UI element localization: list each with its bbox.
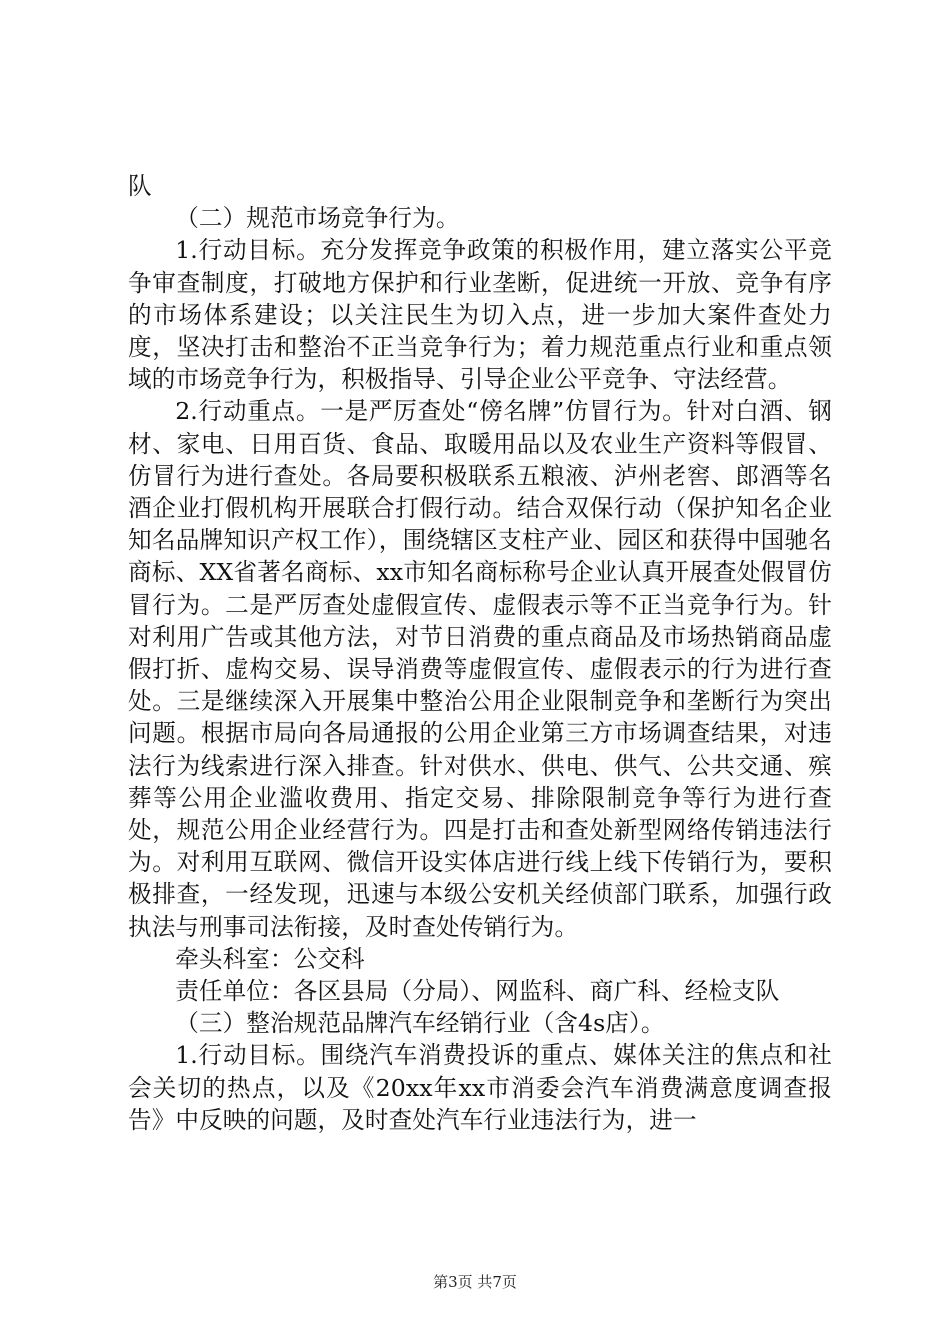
paragraph-auto-goal: 1.行动目标。围绕汽车消费投诉的重点、媒体关注的焦点和社会关切的热点，以及《20xx年xx市消委会汽车消费满意度调查报告》中反映的问题，及时查处汽车行业违法行为，进一 [128,1041,832,1134]
lead-department: 牵头科室：公交科 [175,944,365,973]
document-body [128,170,832,1136]
responsible-units: 责任单位：各区县局（分局）、网监科、商广科、经检支队 [175,977,780,1006]
paragraph-action-focus: 2.行动重点。一是严厉查处“傍名牌”仿冒行为。针对白酒、钢材、家电、日用百货、食品、取暖用品以及农业生产资料等假冒、仿冒行为进行查处。各局要积极联系五粮液、泸州老窖、郎酒等名酒企业打假机构开展联合打假行动。结合双保行动（保护知名企业知名品牌知识产权工作），围绕辖区支柱产业、园区和获得中国驰名商标、XX省著名商标、xx市知名商标称号企业认真开展查处假冒仿冒行为。二是严厉查处虚假宣传、虚假表示等不正当竞争行为。针对利用广告或其他方法，对节日消费的重点商品及市场热销商品虚假打折、虚构交易、误导消费等虚假宣传、虚假表示的行为进行查处。三是继续深入开展集中整治公用企业限制竞争和垄断行为突出问题。根据市局向各局通报的公用企业第三方市场调查结果，对违法行为线索进行深入排查。针对供水、供电、供气、公共交通、殡葬等公用企业滥收费用、指定交易、排除限制竞争等行为进行查处，规范公用企业经营行为。四是打击和查处新型网络传销违法行为。对利用互联网、微信开设实体店进行线上线下传销行为，要积极排查，一经发现，迅速与本级公安机关经侦部门联系，加强行政执法与刑事司法衔接，及时查处传销行为。 [128,397,832,941]
paragraph-action-goal: 1.行动目标。充分发挥竞争政策的积极作用，建立落实公平竞争审查制度，打破地方保护和行业垄断，促进统一开放、竞争有序的市场体系建设；以关注民生为切入点，进一步加大案件查处力度，坚决打击和整治不正当竞争行为；着力规范重点行业和重点领域的市场竞争行为，积极指导、引导企业公平竞争、守法经营。 [128,236,832,394]
paragraph-continuation: 队 [128,172,152,200]
section-heading-2: （二）规范市场竞争行为。 [175,204,460,233]
section-heading-3: （三）整治规范品牌汽车经销行业（含4s店）。 [175,1009,665,1038]
page-footer: 第3页 共7页 [433,1273,517,1291]
